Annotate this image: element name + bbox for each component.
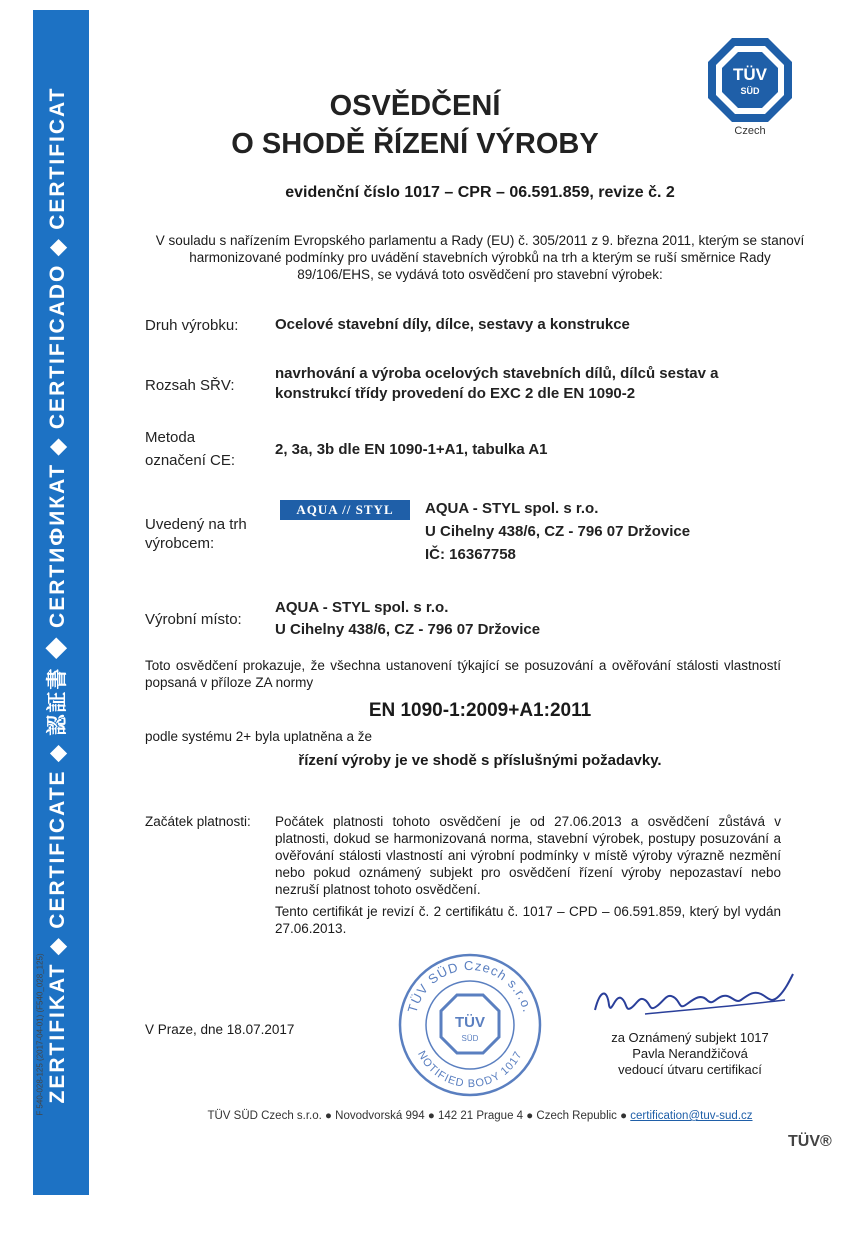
stamp-center-sub: SÜD [461, 1034, 479, 1043]
scope-value: navrhování a výroba ocelových stavebních dílů, dílců sestav a konstrukcí třídy provedení do EXC 2 dle EN 1090-2 [275, 365, 719, 402]
signatory-role: za Oznámený subjekt 1017 [611, 1030, 769, 1045]
method-label-1: Metoda [145, 429, 196, 446]
signatory-name: Pavla Nerandžičová [632, 1046, 748, 1061]
method-value: 2, 3a, 3b dle EN 1090-1+A1, tabulka A1 [275, 441, 548, 458]
manufacturer-label-2: výrobcem: [145, 535, 215, 552]
validity-paragraph-1: Počátek platnosti tohoto osvědčení je od 27.06.2013 a osvědčení zůstává v platnosti, dokud se harmonizovaná norma, stavební výrobek, postupy posuzování a ověřování stálosti vlastností ani výrobní podmínky v místě výroby výrazně nezmění nebo pokud oznámený subjekt pro osvědčení řízení výroby nepozastaví nebo nezruší platnost tohoto osvědčení. [275, 814, 781, 897]
reference-number: evidenční číslo 1017 – CPR – 06.591.859, revize č. 2 [285, 184, 675, 201]
notified-body-stamp [395, 950, 545, 1100]
footer-email-link[interactable]: certification@tuv-sud.cz [630, 1110, 753, 1122]
norm-designation: EN 1090-1:2009+A1:2011 [368, 700, 592, 721]
signatory-block [560, 1030, 820, 1078]
manufacturer-name: AQUA - STYL spol. s r.o. [425, 500, 599, 517]
site-address: U Cihelny 438/6, CZ - 796 07 Držovice [275, 621, 541, 638]
footer-address: TÜV SÜD Czech s.r.o. ● Novodvorská 994 ● 142 21 Prague 4 ● Czech Republic ● [207, 1110, 628, 1122]
validity-paragraph-2: Tento certifikát je revizí č. 2 certifikátu č. 1017 – CPD – 06.591.859, který byl vydán 27.06.2013. [275, 904, 781, 936]
handwritten-signature [585, 960, 800, 1030]
method-label-2: označení CE: [145, 452, 236, 469]
product-value: Ocelové stavební díly, dílce, sestavy a konstrukce [275, 316, 630, 333]
aqua-styl-logo: AQUA // STYL [280, 500, 410, 520]
manufacturer-id: IČ: 16367758 [425, 546, 516, 563]
stamp-ring-bottom: NOTIFIED BODY 1017 [415, 1048, 525, 1091]
conformity-result: řízení výroby je ve shodě s příslušnými požadavky. [298, 752, 662, 769]
certificate-title: OSVĚDČENÍ [329, 90, 501, 122]
intro-paragraph: V souladu s nařízením Evropského parlamentu a Rady (EU) č. 305/2011 z 9. března 2011, kterým se stanoví harmonizované podmínky pro uvádění stavebních výrobků na trh a kterým se ruší směrnice Rady 89/106/EHS, se vydává toto osvědčení pro stavební výrobek: [155, 233, 805, 282]
certificate-subtitle: O SHODĚ ŘÍZENÍ VÝROBY [231, 128, 599, 160]
place-date: V Praze, dne 18.07.2017 [145, 1022, 295, 1037]
product-label: Druh výrobku: [145, 317, 239, 334]
statement-paragraph: Toto osvědčení prokazuje, že všechna ustanovení týkající se posuzování a ověřování stálosti vlastností popsaná v příloze ZA normy [145, 658, 781, 690]
signatory-title: vedoucí útvaru certifikací [618, 1062, 762, 1077]
side-band-text: ZERTIFIKAT ◆ CERTIFICATE ◆ 認証書 ◆ CERTИФИКАТ ◆ CERTIFICADO ◆ CERTIFICAT [46, 86, 69, 1104]
validity-label: Začátek platnosti: [145, 814, 251, 829]
brand-mark: TÜV® [788, 1133, 832, 1150]
site-name: AQUA - STYL spol. s r.o. [275, 599, 449, 616]
svg-text:TÜV SÜD Czech s.r.o. [405, 958, 536, 1014]
logo-sub: SÜD [740, 86, 760, 96]
form-code: F 540-028-125 (2017-04-01) (F540_028_125) [35, 953, 45, 1116]
logo-country: Czech [734, 125, 766, 137]
site-label: Výrobní místo: [145, 611, 242, 628]
footer [110, 1110, 849, 1122]
stamp-ring-top: TÜV SÜD Czech s.r.o. [404, 957, 536, 1015]
system-text: podle systému 2+ byla uplatněna a že [145, 729, 373, 744]
scope-label: Rozsah SŘV: [145, 377, 235, 394]
manufacturer-address: U Cihelny 438/6, CZ - 796 07 Držovice [425, 523, 691, 540]
logo-brand: TÜV [733, 65, 767, 84]
stamp-center: TÜV [455, 1014, 485, 1031]
manufacturer-label-1: Uvedený na trh [145, 516, 247, 533]
